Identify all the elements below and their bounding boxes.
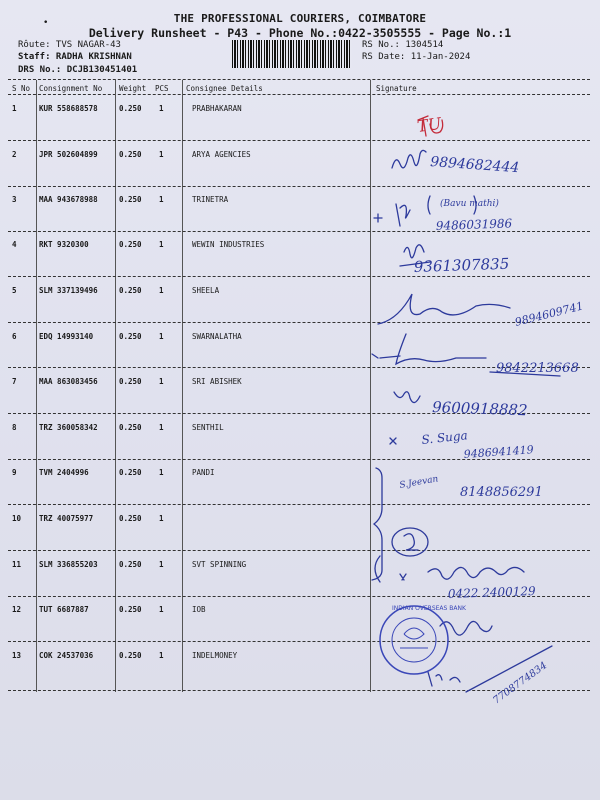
handwritten-phone: 0422 2400129: [447, 583, 536, 601]
row-weight: 0.250: [119, 377, 142, 386]
col-header-consignee: Consignee Details: [186, 84, 263, 93]
row-consignment: SLM 336855203: [39, 560, 98, 569]
row-sno: 13: [12, 651, 22, 660]
row-pcs: 1: [159, 150, 164, 159]
row-weight: 0.250: [119, 514, 142, 523]
row-consignment: TVM 2404996: [39, 468, 89, 477]
runsheet-subtitle: Delivery Runsheet - P43 - Phone No.:0422-3505555 - Page No.:1: [88, 26, 512, 40]
rs-date: RS Date: 11-Jan-2024: [362, 52, 471, 62]
drs-label: DRS No.: DCJB130451401: [18, 65, 138, 75]
row-consignee: PANDI: [192, 468, 215, 477]
row-consignment: KUR 558688578: [39, 104, 98, 113]
handwritten-phone: 8148856291: [460, 485, 543, 500]
signature-scribble: [374, 204, 410, 226]
row-consignee: INDELMONEY: [192, 651, 238, 660]
row-pcs: 1: [159, 605, 164, 614]
handwritten-name: S. Suga: [420, 428, 469, 447]
row-weight: 0.250: [119, 332, 142, 341]
row-pcs: 1: [159, 651, 164, 660]
col-header-weight: Weight: [119, 84, 147, 93]
handwritten-phone: 9486031986: [435, 216, 513, 233]
row-sno: 12: [12, 605, 22, 614]
handwritten-name: S.Jeevan: [398, 474, 440, 491]
row-consignment: SLM 337139496: [39, 286, 98, 295]
row-sno: 9: [12, 468, 17, 477]
row-consignment: TRZ 40075977: [39, 514, 94, 523]
col-header-sno: S No: [12, 84, 31, 93]
row-weight: 0.250: [119, 651, 142, 660]
row-sno: 5: [12, 286, 17, 295]
handwritten-phone: 9894609741: [513, 299, 585, 329]
stamp-text: INDIAN OVERSEAS BANK: [392, 605, 466, 612]
row-pcs: 1: [159, 423, 164, 432]
row-pcs: 1: [159, 560, 164, 569]
row-sno: 1: [12, 104, 17, 113]
col-header-consignment: Consignment No: [39, 84, 103, 93]
row-pcs: 1: [159, 195, 164, 204]
row-pcs: 1: [159, 332, 164, 341]
row-weight: 0.250: [119, 286, 142, 295]
route-label: Rôute: TVS NAGAR-43: [18, 40, 121, 50]
signature-scribble: [390, 438, 396, 444]
brace-mark: [372, 468, 382, 580]
signature-scribble: [394, 392, 420, 403]
row-sno: 7: [12, 377, 17, 386]
row-weight: 0.250: [119, 240, 142, 249]
table-top-rule: [8, 79, 590, 80]
speck: •: [43, 18, 49, 28]
signature-scribble: [392, 150, 426, 168]
row-consignment: TUT 6687887: [39, 605, 89, 614]
row-weight: 0.250: [119, 150, 142, 159]
handwritten-phone: 9894682444: [429, 154, 520, 177]
bank-stamp: [380, 606, 448, 674]
row-sno: 8: [12, 423, 17, 432]
row-sno: 6: [12, 332, 17, 341]
signature-scribble: [400, 567, 524, 580]
circle-mark-stroke: [404, 534, 418, 550]
handwritten-name: (Bavu mathi): [440, 199, 499, 209]
row-pcs: 1: [159, 377, 164, 386]
row-pcs: 1: [159, 240, 164, 249]
row-consignee: SENTHIL: [192, 423, 224, 432]
row-weight: 0.250: [119, 468, 142, 477]
row-consignee: WEWIN INDUSTRIES: [192, 240, 265, 249]
row-consignment: EDQ 14993140: [39, 332, 94, 341]
row-sno: 10: [12, 514, 22, 523]
row-weight: 0.250: [119, 560, 142, 569]
barcode: [232, 40, 352, 68]
row-pcs: 1: [159, 104, 164, 113]
col-divider: [182, 80, 183, 692]
handwritten-phone: 9486941419: [463, 443, 535, 461]
header-rule: [8, 94, 590, 95]
row-consignment: JPR 502604899: [39, 150, 98, 159]
row-consignment: RKT 9320300: [39, 240, 89, 249]
row-pcs: 1: [159, 514, 164, 523]
circle-mark: [392, 528, 428, 556]
signature-area: [370, 96, 590, 706]
row-consignment: COK 24537036: [39, 651, 94, 660]
row-consignee: SHEELA: [192, 286, 220, 295]
signature-scribble: [428, 672, 460, 686]
col-header-pcs: PCS: [155, 84, 169, 93]
row-consignee: IOB: [192, 605, 206, 614]
col-header-signature: Signature: [376, 84, 417, 93]
signature-scribble: [378, 294, 510, 324]
row-sno: 2: [12, 150, 17, 159]
row-consignee: SWARNALATHA: [192, 332, 242, 341]
row-consignee: SVT SPINNING: [192, 560, 247, 569]
row-sno: 4: [12, 240, 17, 249]
row-consignee: TRINETRA: [192, 195, 229, 204]
col-divider: [115, 80, 116, 692]
row-weight: 0.250: [119, 104, 142, 113]
row-consignment: TRZ 360058342: [39, 423, 98, 432]
row-consignee: PRABHAKARAN: [192, 104, 242, 113]
row-weight: 0.250: [119, 423, 142, 432]
signature-scribble: [372, 334, 486, 364]
row-weight: 0.250: [119, 605, 142, 614]
row-consignee: SRI ABISHEK: [192, 377, 242, 386]
rs-number: RS No.: 1304514: [362, 40, 444, 50]
company-title: THE PROFESSIONAL COURIERS, COIMBATORE: [173, 12, 427, 25]
staff-label: Staff: RADHA KRISHNAN: [18, 52, 132, 62]
handwritten-phone: 9842213668: [496, 361, 579, 376]
row-sno: 3: [12, 195, 17, 204]
handwritten-phone: 9361307835: [413, 254, 510, 276]
row-pcs: 1: [159, 468, 164, 477]
red-handwritten-mark: TU: [415, 113, 443, 136]
row-consignment: MAA 943678988: [39, 195, 98, 204]
handwritten-phone: 9600918882: [431, 398, 528, 420]
row-pcs: 1: [159, 286, 164, 295]
row-sno: 11: [12, 560, 22, 569]
col-divider: [36, 80, 37, 692]
row-consignment: MAA 863083456: [39, 377, 98, 386]
handwritten-phone: 7708774834: [491, 660, 550, 706]
row-consignee: ARYA AGENCIES: [192, 150, 251, 159]
row-weight: 0.250: [119, 195, 142, 204]
paren-mark: [375, 556, 380, 582]
